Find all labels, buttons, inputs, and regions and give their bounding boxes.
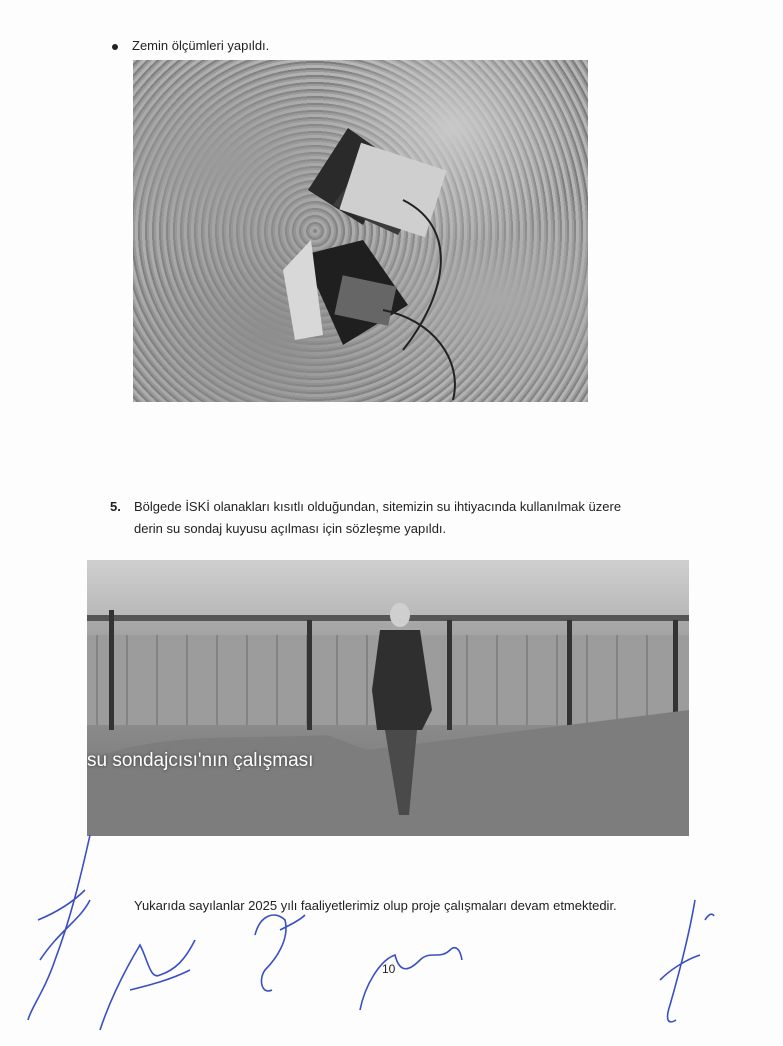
page-number: 10 — [382, 962, 396, 976]
bullet-icon — [112, 44, 118, 50]
list-item-5 — [110, 496, 710, 540]
bullet-item — [112, 38, 269, 53]
item-number: 5. — [110, 499, 121, 514]
photo-caption: su sondajcısı'nın çalışması — [87, 750, 314, 771]
soil-measurement-photo — [133, 60, 588, 402]
drilling-photo — [87, 560, 689, 836]
item-line-2: derin su sondaj kuyusu açılması için sözleşme yapıldı. — [134, 521, 447, 536]
bullet-text: Zemin ölçümleri yapıldı. — [132, 38, 270, 53]
signatures — [0, 820, 783, 1046]
item-line-1: Bölgede İSKİ olanakları kısıtlı olduğundan, sitemizin su ihtiyacında kullanılmak üzere — [134, 499, 622, 514]
closing-text: Yukarıda sayılanlar 2025 yılı faaliyetlerimiz olup proje çalışmaları devam etmektedir. — [134, 898, 617, 913]
